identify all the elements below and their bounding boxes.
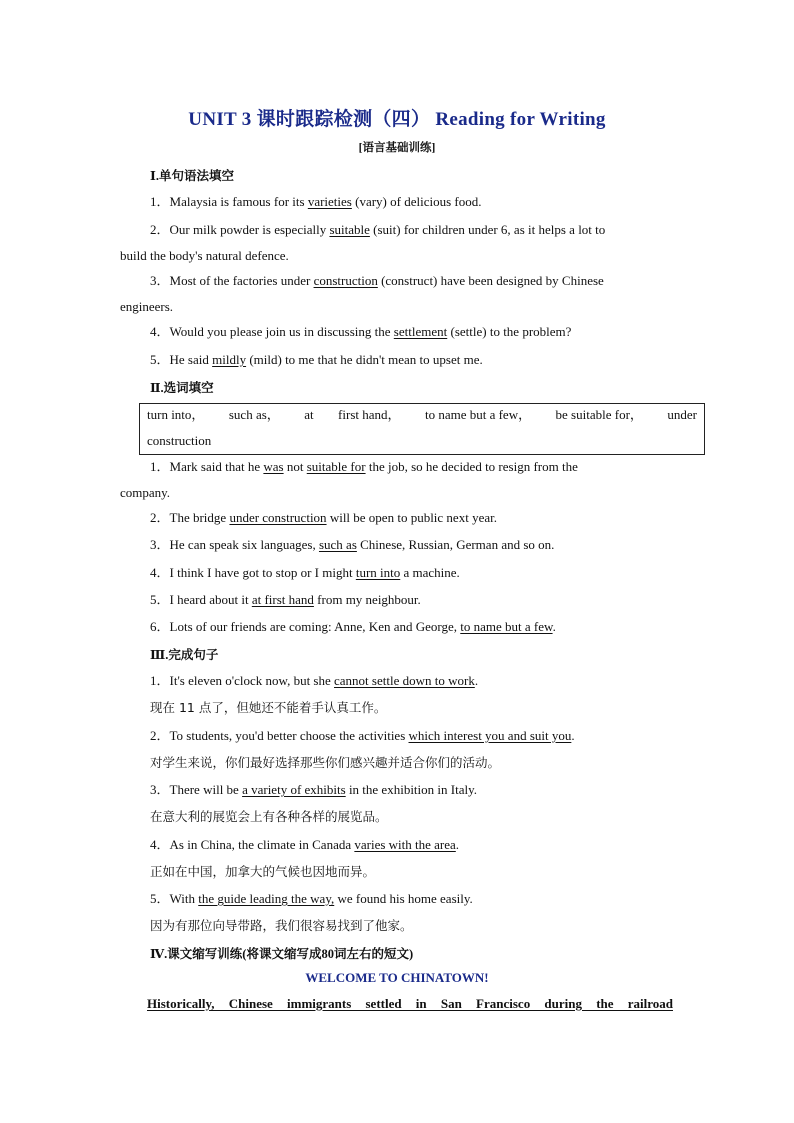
answer: varies with the area <box>354 837 456 852</box>
list-item: 2．The bridge under construction will be open to public next year. <box>150 510 497 525</box>
answer: under construction <box>229 510 327 525</box>
word-bank-item: under <box>667 407 697 422</box>
list-item: 5．With the guide leading the way, we found his home easily. <box>150 891 473 906</box>
list-item: 3．There will be a variety of exhibits in the exhibition in Italy. <box>150 782 477 797</box>
word-bank-item: to name but a few， <box>424 407 532 422</box>
list-item: 2．Our milk powder is especially suitable (suit) for children under 6, as it helps a lot to <box>150 222 606 237</box>
answer: turn into <box>355 565 401 580</box>
list-item-continuation: build the body's natural defence. <box>120 248 289 263</box>
answer: suitable for <box>306 459 366 474</box>
word-bank-item: at <box>304 407 314 422</box>
translation: 对学生来说，你们最好选择那些你们感兴趣并适合你们的活动。 <box>150 755 501 770</box>
list-item-continuation: engineers. <box>120 299 174 314</box>
section-heading-2: Ⅱ.选词填空 <box>150 381 214 395</box>
list-item: 1．It's eleven o'clock now, but she cannot settle down to work. <box>150 673 479 688</box>
translation: 因为有那位向导带路，我们很容易找到了他家。 <box>150 918 413 933</box>
list-item: 1．Mark said that he was not suitable for the job, so he decided to resign from the <box>150 459 578 474</box>
passage-first-line: Historically, Chinese immigrants settled in San Francisco during the railroad <box>147 996 673 1011</box>
translation: 在意大利的展览会上有各种各样的展览品。 <box>150 809 388 824</box>
answer: suitable <box>329 222 370 237</box>
answer: mildly <box>212 352 247 367</box>
section-heading-3: Ⅲ.完成句子 <box>150 648 219 662</box>
list-item: 3．He can speak six languages, such as Chinese, Russian, German and so on. <box>150 537 555 552</box>
list-item: 5．I heard about it at first hand from my neighbour. <box>150 592 421 607</box>
answer: cannot settle down to work <box>334 673 475 688</box>
answer: settlement <box>393 324 448 339</box>
word-bank-item: be suitable for， <box>555 407 643 422</box>
answer: was <box>263 459 284 474</box>
answer: a variety of exhibits <box>242 782 346 797</box>
list-item: 1．Malaysia is famous for its varieties (vary) of delicious food. <box>150 194 482 209</box>
page-title: UNIT 3 课时跟踪检测（四） Reading for Writing <box>188 109 606 130</box>
list-item: 2．To students, you'd better choose the activities which interest you and suit you. <box>150 728 575 743</box>
list-item: 4．As in China, the climate in Canada varies with the area. <box>150 837 460 852</box>
word-bank-item: first hand， <box>338 407 401 422</box>
answer: varieties <box>307 194 352 209</box>
page-subtitle: [语言基础训练] <box>358 142 436 154</box>
answer: construction <box>313 273 378 288</box>
section-heading-1: Ⅰ.单句语法填空 <box>150 169 234 183</box>
passage-title: WELCOME TO CHINATOWN! <box>305 970 489 985</box>
answer: at first hand <box>251 592 314 607</box>
list-item: 4．Would you please join us in discussing the settlement (settle) to the problem? <box>150 324 572 339</box>
translation: 正如在中国，加拿大的气候也因地而异。 <box>150 864 376 879</box>
section-heading-4: Ⅳ.课文缩写训练(将课文缩写成80词左右的短文) <box>150 947 414 961</box>
answer: the guide leading the way, <box>198 891 335 906</box>
answer: such as <box>318 537 357 552</box>
word-bank-item: construction <box>147 433 212 448</box>
translation: 现在 11 点了，但她还不能着手认真工作。 <box>150 700 387 715</box>
list-item: 4．I think I have got to stop or I might turn into a machine. <box>150 565 460 580</box>
word-bank-item: turn into， <box>147 407 205 422</box>
word-bank-box <box>139 403 705 455</box>
list-item: 6．Lots of our friends are coming: Anne, Ken and George, to name but a few. <box>150 619 556 634</box>
answer: to name but a few <box>460 619 553 634</box>
list-item: 5．He said mildly (mild) to me that he didn't mean to upset me. <box>150 352 483 367</box>
list-item-continuation: company. <box>120 485 171 500</box>
list-item: 3．Most of the factories under construction (construct) have been designed by Chinese <box>150 273 604 288</box>
answer: which interest you and suit you <box>408 728 572 743</box>
word-bank-item: such as， <box>228 407 280 422</box>
